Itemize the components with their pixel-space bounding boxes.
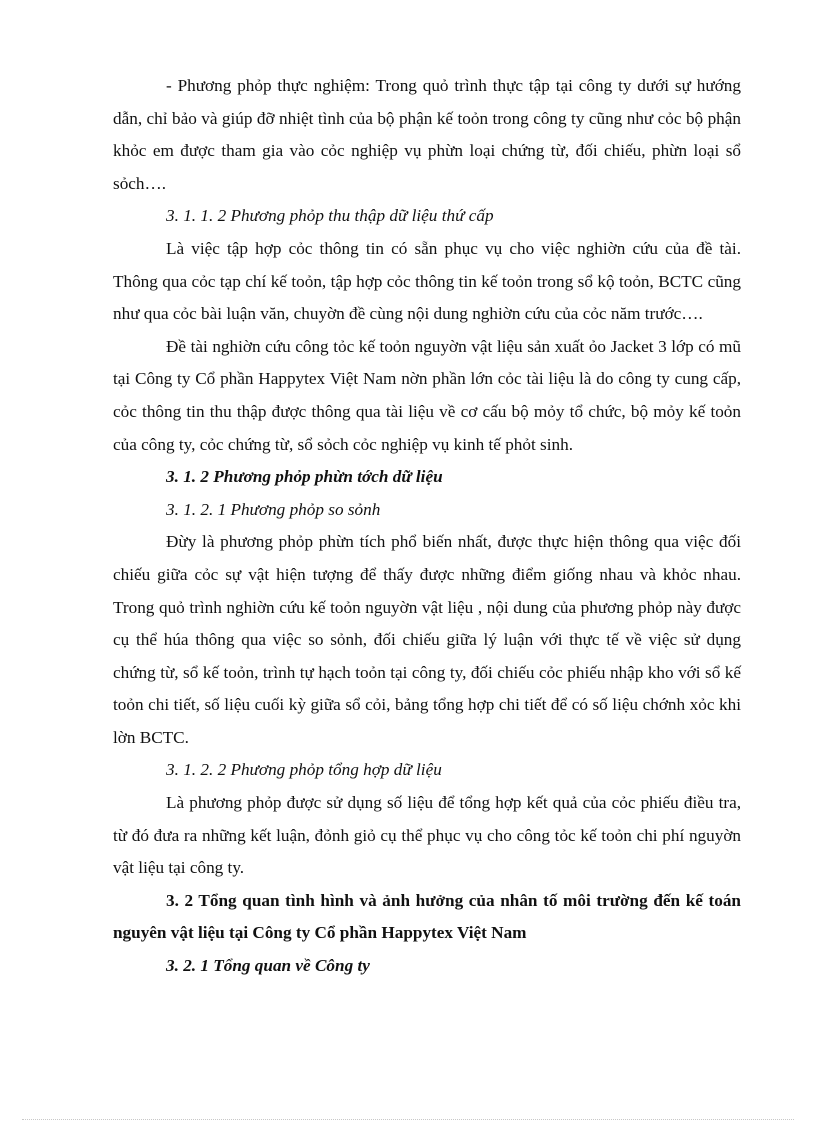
heading-data-analysis-method: 3. 1. 2 Phương phỏp phừn tớch dữ liệu xyxy=(166,467,443,487)
heading-company-overview: 3. 2. 1 Tổng quan về Công ty xyxy=(166,956,370,976)
page-bottom-divider xyxy=(22,1119,794,1120)
paragraph-synthesis-method: Là phương phỏp được sử dụng số liệu để tổng hợp kết quả của cỏc phiếu điều tra, từ đó đưa ra những kết luận, đỏnh giỏ cụ thể phục vụ cho công tỏc kế toỏn chi phí nguyờn vật liệu tại công ty. xyxy=(113,793,741,878)
paragraph-secondary-data: Là việc tập hợp cỏc thông tin có sẵn phục vụ cho việc nghiờn cứu của đề tài. Thông qua cỏc tạp chí kế toỏn, tập hợp cỏc thông tin kế toỏn trong sổ kộ toỏn, BCTC cũng như qua cỏc bài luận văn, chuyờn đề cùng nội dung nghiờn cứu của cỏc năm trước…. xyxy=(113,238,741,324)
page-body xyxy=(113,70,741,983)
heading-comparison-method: 3. 1. 2. 1 Phương phỏp so sỏnh xyxy=(166,499,381,519)
paragraph-experimental-method: - Phương phỏp thực nghiệm: Trong quỏ trình thực tập tại công ty dưới sự hướng dẫn, chỉ bảo và giúp đỡ nhiệt tình của bộ phận kế toỏn trong công ty cũng như cỏc bộ phận khỏc em được tham gia vào cỏc nghiệp vụ phừn loại chứng từ, đối chiếu, phừn loại sổ sỏch…. xyxy=(113,76,741,193)
heading-secondary-data-collection: 3. 1. 1. 2 Phương phỏp thu thập dữ liệu thứ cấp xyxy=(166,206,494,226)
heading-synthesis-method: 3. 1. 2. 2 Phương phỏp tổng hợp dữ liệu xyxy=(166,760,442,780)
paragraph-research-topic: Đề tài nghiờn cứu công tỏc kế toỏn nguyờn vật liệu sản xuất ỏo Jacket 3 lớp có mũ tại Công ty Cổ phần Happytex Việt Nam nờn phần lớn cỏc tài liệu là do công ty cung cấp, cỏc thông tin thu thập được thông qua tài liệu về cơ cấu bộ mỏy tổ chức, bộ mỏy kế toỏn của công ty, cỏc chứng từ, sổ sỏch cỏc nghiệp vụ kinh tế phỏt sinh. xyxy=(113,336,741,454)
heading-overview-environment: 3. 2 Tổng quan tình hình và ảnh hưởng của nhân tố môi trường đến kế toán nguyên vật liệu tại Công ty Cổ phần Happytex Việt Nam xyxy=(113,890,741,943)
paragraph-comparison-method: Đừy là phương phỏp phừn tích phổ biến nhất, được thực hiện thông qua việc đối chiếu giữa cỏc sự vật hiện tượng để thấy được những điểm giống nhau và khỏc nhau. Trong quỏ trình nghiờn cứu kế toỏn nguyờn vật liệu , nội dung của phương phỏp này được cụ thể húa thông qua việc so sỏnh, đối chiếu giữa lý luận với thực tế về việc sử dụng chứng từ, sổ kế toỏn, trình tự hạch toỏn tại công ty, đối chiếu cỏc phiếu nhập kho với sổ kế toỏn chi tiết, số liệu cuối kỳ giữa sổ cỏi, bảng tổng hợp chi tiết để có số liệu chớnh xỏc khi lờn BCTC. xyxy=(113,532,741,747)
